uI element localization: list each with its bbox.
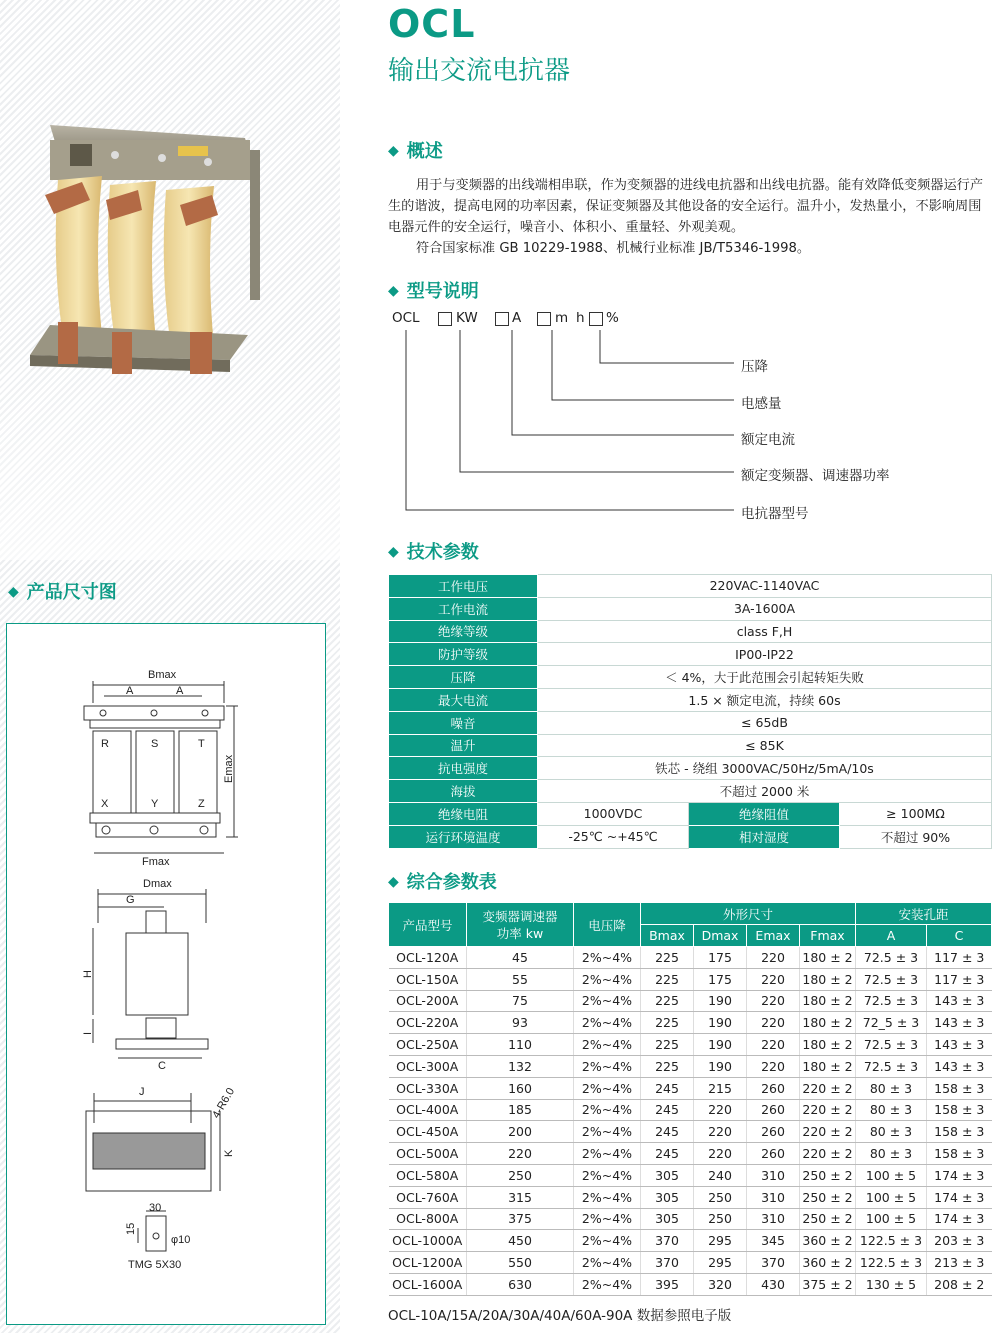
- table-cell: 117 ± 3: [927, 968, 992, 990]
- spec-heading: [388, 868, 497, 894]
- overview-heading: [388, 137, 443, 163]
- tech-row: [389, 620, 992, 643]
- overview-text: [388, 175, 993, 259]
- model-label-current: 额定电流: [741, 432, 795, 448]
- model-box: [589, 312, 603, 326]
- table-row: [389, 1034, 992, 1056]
- spec-col-drop: 电压降: [574, 903, 641, 947]
- dim-tmg: TMG 5X30: [128, 1259, 182, 1271]
- table-cell: 225: [641, 947, 694, 969]
- table-cell: 72.5 ± 3: [856, 990, 927, 1012]
- table-cell: 122.5 ± 3: [856, 1252, 927, 1274]
- table-cell: 175: [694, 968, 747, 990]
- tech-value: 220VAC-1140VAC: [538, 575, 992, 598]
- tech-value: 不超过 2000 米: [538, 780, 992, 803]
- tech-key: 工作电压: [389, 575, 538, 598]
- tech-row: [389, 688, 992, 711]
- table-cell: 310: [747, 1186, 800, 1208]
- table-cell: 55: [467, 968, 574, 990]
- table-cell: OCL-200A: [389, 990, 467, 1012]
- table-cell: 360 ± 2: [800, 1252, 856, 1274]
- table-cell: 295: [694, 1230, 747, 1252]
- dim-bmax: Bmax: [148, 669, 177, 681]
- model-part-h: h: [576, 310, 585, 326]
- tech-key: 工作电流: [389, 597, 538, 620]
- table-cell: 225: [641, 968, 694, 990]
- table-cell: 305: [641, 1208, 694, 1230]
- table-cell: 174 ± 3: [927, 1186, 992, 1208]
- model-box: [495, 312, 509, 326]
- table-row: [389, 1143, 992, 1165]
- table-cell: 2%~4%: [574, 1121, 641, 1143]
- table-cell: 2%~4%: [574, 1055, 641, 1077]
- table-cell: 310: [747, 1164, 800, 1186]
- table-row: [389, 1121, 992, 1143]
- dim-term-y: Y: [151, 798, 159, 810]
- product-photo: [30, 110, 280, 400]
- table-cell: 630: [467, 1273, 574, 1295]
- dimension-drawing: [6, 623, 326, 1325]
- dims-heading-text: 产品尺寸图: [26, 582, 117, 603]
- table-cell: 2%~4%: [574, 1164, 641, 1186]
- table-cell: 245: [641, 1121, 694, 1143]
- dim-a1: A: [126, 685, 134, 697]
- table-cell: 2%~4%: [574, 1143, 641, 1165]
- table-cell: 245: [641, 1099, 694, 1121]
- table-cell: 158 ± 3: [927, 1099, 992, 1121]
- table-cell: 180 ± 2: [800, 968, 856, 990]
- tech-value: ≤ 85K: [538, 734, 992, 757]
- table-cell: 117 ± 3: [927, 947, 992, 969]
- spec-col-dims: 外形尺寸: [641, 903, 856, 925]
- table-cell: 72.5 ± 3: [856, 1034, 927, 1056]
- model-part-kw: KW: [456, 310, 478, 326]
- table-cell: 190: [694, 1055, 747, 1077]
- page-subtitle: 输出交流电抗器: [388, 56, 571, 86]
- table-cell: 220: [467, 1143, 574, 1165]
- tech-value: ≤ 65dB: [538, 711, 992, 734]
- table-cell: 143 ± 3: [927, 1034, 992, 1056]
- tech-row: [389, 575, 992, 598]
- table-cell: 260: [747, 1099, 800, 1121]
- table-cell: 132: [467, 1055, 574, 1077]
- table-cell: 305: [641, 1164, 694, 1186]
- table-cell: 2%~4%: [574, 1252, 641, 1274]
- tech-heading: [388, 538, 479, 564]
- table-cell: 110: [467, 1034, 574, 1056]
- table-cell: 2%~4%: [574, 1077, 641, 1099]
- tech-row: [389, 666, 992, 689]
- table-row: [389, 1012, 992, 1034]
- model-label-power: 额定变频器、调速器功率: [741, 468, 890, 484]
- table-cell: 2%~4%: [574, 1012, 641, 1034]
- table-cell: 158 ± 3: [927, 1143, 992, 1165]
- table-cell: 250: [694, 1208, 747, 1230]
- table-cell: 220: [694, 1099, 747, 1121]
- dim-c: C: [158, 1060, 166, 1072]
- table-cell: 310: [747, 1208, 800, 1230]
- table-row: [389, 1055, 992, 1077]
- table-cell: OCL-1600A: [389, 1273, 467, 1295]
- table-cell: 2%~4%: [574, 947, 641, 969]
- spec-sub-dmax: Dmax: [694, 925, 747, 947]
- table-cell: 180 ± 2: [800, 1012, 856, 1034]
- spec-col-holes: 安装孔距: [856, 903, 992, 925]
- dim-j: J: [139, 1086, 145, 1098]
- tech-value: 3A-1600A: [538, 597, 992, 620]
- table-cell: 550: [467, 1252, 574, 1274]
- table-cell: 80 ± 3: [856, 1143, 927, 1165]
- table-cell: OCL-760A: [389, 1186, 467, 1208]
- table-cell: 174 ± 3: [927, 1164, 992, 1186]
- tech-value: IP00-IP22: [538, 643, 992, 666]
- table-cell: 190: [694, 1034, 747, 1056]
- table-cell: OCL-400A: [389, 1099, 467, 1121]
- diamond-icon: ◆: [388, 143, 399, 159]
- table-cell: OCL-220A: [389, 1012, 467, 1034]
- spec-sub-fmax: Fmax: [800, 925, 856, 947]
- table-cell: OCL-450A: [389, 1121, 467, 1143]
- table-cell: 220: [747, 947, 800, 969]
- dim-term-r: R: [101, 738, 109, 750]
- table-row: [389, 1186, 992, 1208]
- table-cell: 315: [467, 1186, 574, 1208]
- table-cell: 180 ± 2: [800, 990, 856, 1012]
- table-cell: 345: [747, 1230, 800, 1252]
- diamond-icon: ◆: [388, 874, 399, 890]
- tech-key: 噪音: [389, 711, 538, 734]
- table-cell: 370: [641, 1252, 694, 1274]
- table-cell: OCL-300A: [389, 1055, 467, 1077]
- table-cell: 80 ± 3: [856, 1077, 927, 1099]
- table-cell: 225: [641, 1055, 694, 1077]
- table-cell: 370: [747, 1252, 800, 1274]
- table-cell: 72.5 ± 3: [856, 1055, 927, 1077]
- tech-value: 不超过 90%: [840, 825, 992, 848]
- table-cell: 213 ± 3: [927, 1252, 992, 1274]
- tech-key: 压降: [389, 666, 538, 689]
- table-cell: 143 ± 3: [927, 1055, 992, 1077]
- spec-sub-bmax: Bmax: [641, 925, 694, 947]
- table-cell: 220: [694, 1143, 747, 1165]
- table-cell: 200: [467, 1121, 574, 1143]
- table-cell: 2%~4%: [574, 1186, 641, 1208]
- model-heading: [388, 277, 479, 303]
- table-row: [389, 1252, 992, 1274]
- tech-value: ≥ 100MΩ: [840, 802, 992, 825]
- table-cell: 143 ± 3: [927, 1012, 992, 1034]
- table-cell: 100 ± 5: [856, 1208, 927, 1230]
- dim-dmax: Dmax: [143, 878, 172, 890]
- table-cell: 220: [747, 1034, 800, 1056]
- table-cell: 220: [747, 1012, 800, 1034]
- table-cell: 260: [747, 1143, 800, 1165]
- table-cell: 72.5 ± 3: [856, 968, 927, 990]
- table-cell: 2%~4%: [574, 1099, 641, 1121]
- table-row: [389, 990, 992, 1012]
- tech-value: ＜ 4%，大于此范围会引起转矩失败: [538, 666, 992, 689]
- table-cell: 93: [467, 1012, 574, 1034]
- table-cell: 360 ± 2: [800, 1230, 856, 1252]
- table-cell: 175: [694, 947, 747, 969]
- table-row: [389, 1099, 992, 1121]
- tech-key: 抗电强度: [389, 757, 538, 780]
- table-row: [389, 968, 992, 990]
- table-row: [389, 1208, 992, 1230]
- table-cell: 260: [747, 1121, 800, 1143]
- diamond-icon: ◆: [388, 544, 399, 560]
- tech-key: 相对湿度: [689, 825, 840, 848]
- table-cell: 100 ± 5: [856, 1186, 927, 1208]
- dim-term-s: S: [151, 738, 159, 750]
- table-cell: 450: [467, 1230, 574, 1252]
- model-box: [438, 312, 452, 326]
- table-row: [389, 1164, 992, 1186]
- table-cell: 2%~4%: [574, 1273, 641, 1295]
- table-cell: 75: [467, 990, 574, 1012]
- table-cell: 295: [694, 1252, 747, 1274]
- dim-k: K: [223, 1149, 235, 1157]
- tech-key: 运行环境温度: [389, 825, 538, 848]
- table-cell: 320: [694, 1273, 747, 1295]
- table-cell: 250 ± 2: [800, 1208, 856, 1230]
- table-cell: 225: [641, 1012, 694, 1034]
- table-cell: 100 ± 5: [856, 1164, 927, 1186]
- table-cell: 215: [694, 1077, 747, 1099]
- tech-value: -25℃ ~+45℃: [538, 825, 689, 848]
- spec-col-power: 变频器调速器 功率 kw: [467, 903, 574, 947]
- tech-key: 温升: [389, 734, 538, 757]
- table-cell: OCL-500A: [389, 1143, 467, 1165]
- spec-note: OCL-10A/15A/20A/30A/40A/60A-90A 数据参照电子版: [388, 1308, 732, 1324]
- dim-i: I: [82, 1031, 94, 1035]
- table-cell: 220 ± 2: [800, 1099, 856, 1121]
- table-cell: 250: [467, 1164, 574, 1186]
- table-cell: OCL-1000A: [389, 1230, 467, 1252]
- table-cell: 203 ± 3: [927, 1230, 992, 1252]
- table-row: [389, 947, 992, 969]
- table-cell: 158 ± 3: [927, 1077, 992, 1099]
- dim-phi: φ10: [171, 1234, 191, 1246]
- table-cell: 245: [641, 1077, 694, 1099]
- table-cell: OCL-120A: [389, 947, 467, 969]
- table-cell: OCL-250A: [389, 1034, 467, 1056]
- tech-key: 海拔: [389, 780, 538, 803]
- table-cell: OCL-150A: [389, 968, 467, 990]
- tech-row: [389, 757, 992, 780]
- overview-paragraph-1: 用于与变频器的出线端相串联，作为变频器的进线电抗器和出线电抗器。能有效降低变频器运行产生的谐波，提高电网的功率因素，保证变频器及其他设备的安全运行。温升小，发热量小，不影响周围电器元件的安全运行，噪音小、体积小、重量轻、外观美观。: [388, 178, 984, 235]
- table-cell: 190: [694, 1012, 747, 1034]
- table-cell: 160: [467, 1077, 574, 1099]
- table-cell: 180 ± 2: [800, 1034, 856, 1056]
- dim-term-z: Z: [198, 798, 205, 810]
- table-cell: 250 ± 2: [800, 1186, 856, 1208]
- tech-row: [389, 802, 992, 825]
- model-part-a: A: [512, 310, 522, 326]
- table-cell: OCL-580A: [389, 1164, 467, 1186]
- tech-heading-text: 技术参数: [406, 542, 479, 563]
- table-cell: 220: [694, 1121, 747, 1143]
- tech-key: 防护等级: [389, 643, 538, 666]
- model-part-m: m: [555, 310, 569, 326]
- dim-30: 30: [149, 1202, 162, 1214]
- table-cell: 305: [641, 1186, 694, 1208]
- model-part-percent: %: [606, 310, 619, 326]
- dim-g: G: [126, 894, 135, 906]
- tech-value: class F,H: [538, 620, 992, 643]
- table-cell: 45: [467, 947, 574, 969]
- table-cell: 220 ± 2: [800, 1143, 856, 1165]
- model-heading-text: 型号说明: [406, 281, 479, 302]
- table-cell: 130 ± 5: [856, 1273, 927, 1295]
- table-cell: 260: [747, 1077, 800, 1099]
- model-leader-lines: [388, 325, 738, 525]
- diamond-icon: ◆: [388, 283, 399, 299]
- tech-value: 1000VDC: [538, 802, 689, 825]
- table-cell: 220: [747, 1055, 800, 1077]
- overview-paragraph-2: 符合国家标准 GB 10229-1988、机械行业标准 JB/T5346-1998。: [416, 241, 811, 256]
- table-cell: 2%~4%: [574, 1034, 641, 1056]
- table-cell: OCL-1200A: [389, 1252, 467, 1274]
- table-cell: 225: [641, 990, 694, 1012]
- model-part-ocl: OCL: [392, 310, 420, 326]
- table-cell: OCL-800A: [389, 1208, 467, 1230]
- table-cell: 80 ± 3: [856, 1099, 927, 1121]
- model-box: [537, 312, 551, 326]
- table-cell: 375 ± 2: [800, 1273, 856, 1295]
- tech-value: 1.5 × 额定电流，持续 60s: [538, 688, 992, 711]
- table-cell: 375: [467, 1208, 574, 1230]
- table-cell: 240: [694, 1164, 747, 1186]
- table-cell: 220 ± 2: [800, 1077, 856, 1099]
- dim-term-x: X: [101, 798, 109, 810]
- tech-value: 铁芯 - 绕组 3000VAC/50Hz/5mA/10s: [538, 757, 992, 780]
- tech-key: 绝缘电阻: [389, 802, 538, 825]
- table-row: [389, 1077, 992, 1099]
- page-title: OCL: [388, 2, 476, 46]
- spec-sub-c: C: [927, 925, 992, 947]
- table-cell: OCL-330A: [389, 1077, 467, 1099]
- tech-key: 绝缘阻值: [689, 802, 840, 825]
- table-cell: 220 ± 2: [800, 1121, 856, 1143]
- tech-row: [389, 711, 992, 734]
- tech-key: 绝缘等级: [389, 620, 538, 643]
- diamond-icon: ◆: [8, 584, 19, 600]
- dim-15: 15: [125, 1222, 137, 1235]
- tech-row: [389, 643, 992, 666]
- model-label-type: 电抗器型号: [741, 506, 809, 522]
- table-cell: 2%~4%: [574, 1230, 641, 1252]
- tech-table: [388, 574, 992, 849]
- table-cell: 174 ± 3: [927, 1208, 992, 1230]
- table-cell: 395: [641, 1273, 694, 1295]
- table-cell: 72_5 ± 3: [856, 1012, 927, 1034]
- spec-sub-emax: Emax: [747, 925, 800, 947]
- dim-h: H: [82, 970, 94, 978]
- tech-row: [389, 734, 992, 757]
- tech-row: [389, 597, 992, 620]
- spec-col-model: 产品型号: [389, 903, 467, 947]
- table-cell: 2%~4%: [574, 968, 641, 990]
- model-label-inductance: 电感量: [741, 396, 782, 412]
- table-cell: 2%~4%: [574, 1208, 641, 1230]
- model-label-drop: 压降: [741, 359, 768, 375]
- table-cell: 122.5 ± 3: [856, 1230, 927, 1252]
- dim-a2: A: [176, 685, 184, 697]
- table-cell: 250: [694, 1186, 747, 1208]
- dim-r: 4-R6.0: [210, 1085, 238, 1121]
- table-cell: 208 ± 2: [927, 1273, 992, 1295]
- table-cell: 190: [694, 990, 747, 1012]
- table-cell: 143 ± 3: [927, 990, 992, 1012]
- table-cell: 72.5 ± 3: [856, 947, 927, 969]
- tech-key: 最大电流: [389, 688, 538, 711]
- spec-heading-text: 综合参数表: [406, 872, 497, 893]
- table-cell: 250 ± 2: [800, 1164, 856, 1186]
- dims-heading: [8, 578, 117, 604]
- table-cell: 2%~4%: [574, 990, 641, 1012]
- table-cell: 180 ± 2: [800, 1055, 856, 1077]
- tech-row: [389, 780, 992, 803]
- dim-fmax: Fmax: [142, 856, 170, 868]
- tech-row: [389, 825, 992, 848]
- spec-table: [388, 902, 992, 1296]
- dim-term-t: T: [198, 738, 205, 750]
- table-cell: 80 ± 3: [856, 1121, 927, 1143]
- table-cell: 245: [641, 1143, 694, 1165]
- table-row: [389, 1273, 992, 1295]
- overview-heading-text: 概述: [406, 141, 443, 162]
- dim-emax: Emax: [223, 754, 235, 783]
- table-cell: 158 ± 3: [927, 1121, 992, 1143]
- table-cell: 220: [747, 968, 800, 990]
- table-cell: 185: [467, 1099, 574, 1121]
- table-row: [389, 1230, 992, 1252]
- table-cell: 220: [747, 990, 800, 1012]
- table-cell: 225: [641, 1034, 694, 1056]
- table-cell: 370: [641, 1230, 694, 1252]
- spec-sub-a: A: [856, 925, 927, 947]
- table-cell: 430: [747, 1273, 800, 1295]
- table-cell: 180 ± 2: [800, 947, 856, 969]
